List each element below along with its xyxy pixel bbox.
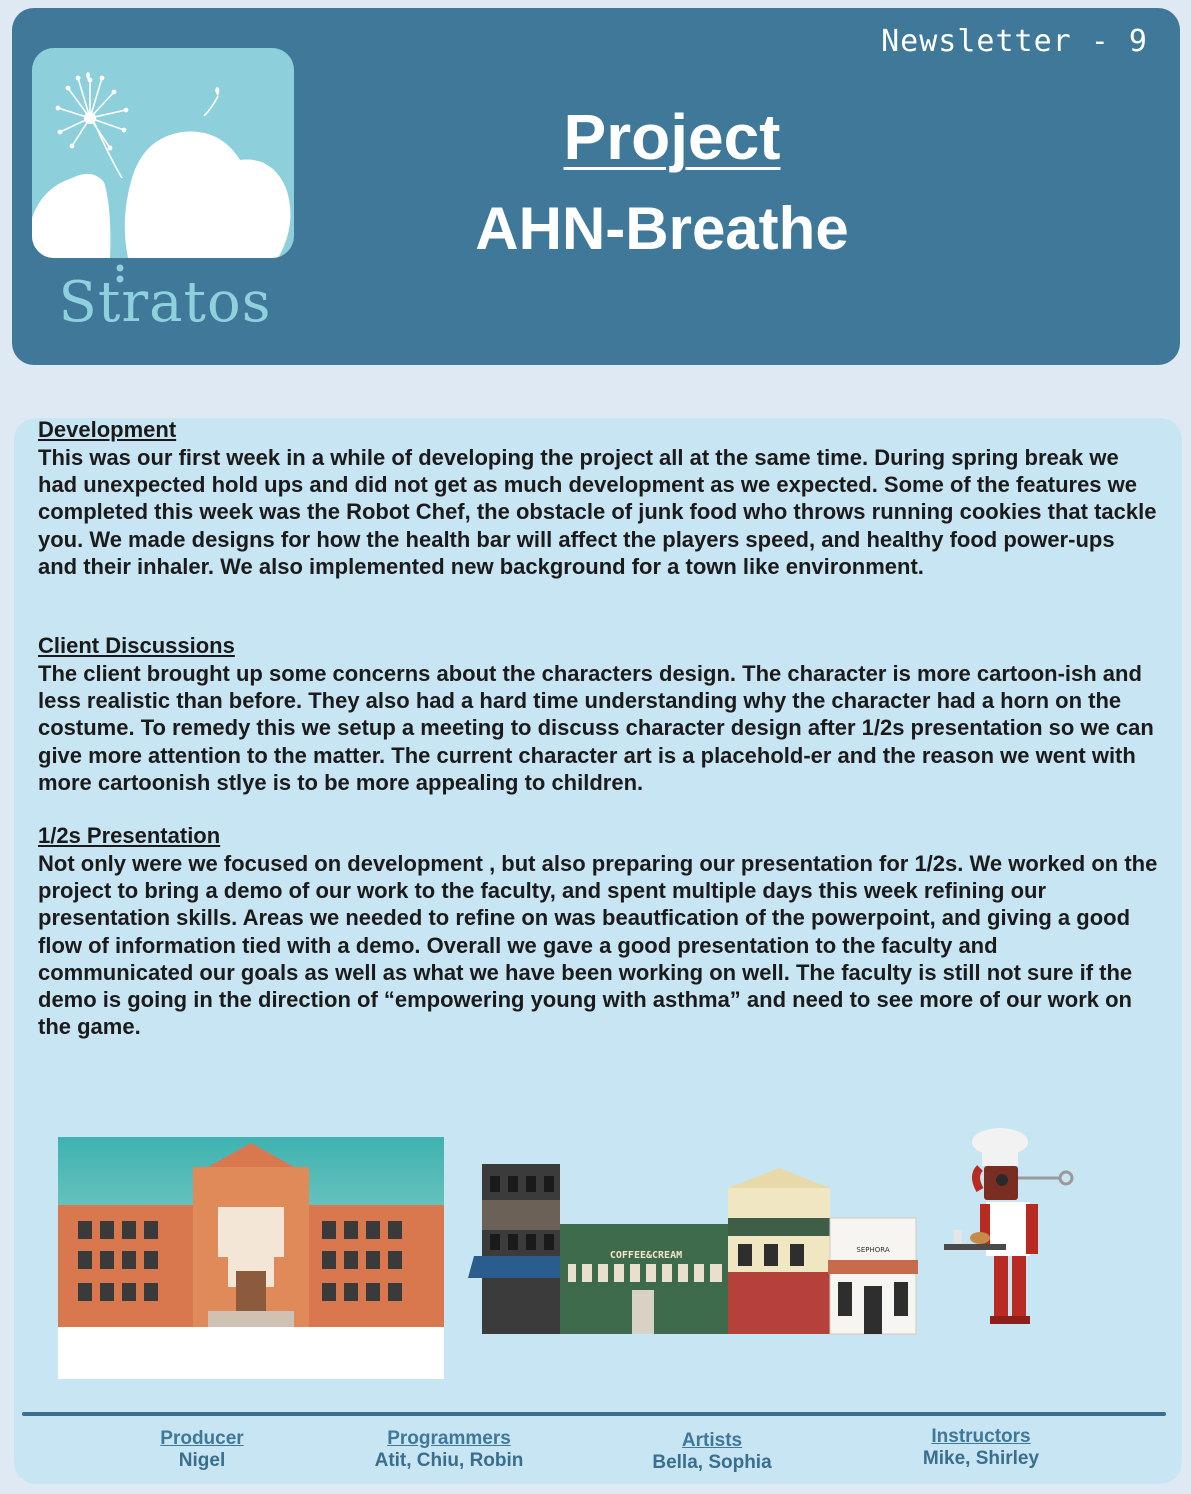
credit-names: Mike, Shirley <box>922 1448 1040 1469</box>
section-development <box>38 418 1158 580</box>
credit-role: Instructors <box>931 1426 1031 1447</box>
logo-text: Stratos <box>58 270 272 335</box>
credit-producer <box>72 1428 332 1472</box>
newsletter-label: Newsletter - 9 <box>881 24 1148 59</box>
section-presentation <box>38 824 1158 1040</box>
section-heading: Client Discussions <box>38 633 235 658</box>
credit-role: Producer <box>160 1428 244 1449</box>
section-body: Not only were we focused on development , but also preparing our presentation for 1/2s. We worked on the project to bring a demo of our work to the faculty, and spent multiple days this week refining our presentation skills. Areas we needed to refine on was beautfication of the powerpoint, and giving a good flow of information tied with a demo. Overall we gave a good presentation to the faculty and communicated our goals as well as what we have been working on well. The faculty is still not sure if the demo is going in the direction of “empowering young with asthma” and need to see more of our work on the game. <box>38 851 1158 1040</box>
credit-artists <box>582 1430 842 1474</box>
section-body: The client brought up some concerns about the characters design. The character is more cartoon-ish and less realistic than before. They also had a hard time understanding why the character had a horn on the costume. To remedy this we setup a meeting to discuss character design after 1/2s presentation so we can give more attention to the matter. The current character art is a placehold-er and the reason we went with more cartoonish stlye is to be more appealing to children. <box>38 661 1154 795</box>
page-title-line-2: AHN-Breathe <box>475 195 849 262</box>
footer-divider <box>22 1412 1166 1416</box>
section-body: This was our first week in a while of developing the project all at the same time. During spring break we had unexpected hold ups and did not get as much development as we expected. Some of the features we completed this week was the Robot Chef, the obstacle of junk food who throws running cookies that tackle you. We made designs for how the health bar will affect the players speed, and healthy food power-ups and their inhaler. We also implemented new background for a town like environment. <box>38 445 1157 579</box>
credit-names: Atit, Chiu, Robin <box>374 1450 524 1471</box>
robot-chef-illustration <box>940 1126 1080 1330</box>
credit-role: Programmers <box>387 1428 511 1449</box>
header-banner <box>12 8 1180 365</box>
section-heading: 1/2s Presentation <box>38 823 221 848</box>
storefronts-illustration <box>466 1160 918 1338</box>
credit-names: Nigel <box>178 1450 226 1471</box>
credit-role: Artists <box>681 1430 743 1451</box>
dandelion-cloud-logo-icon <box>32 48 294 258</box>
coffee-shop-sign: COFFEE&CREAM <box>609 1250 683 1261</box>
shop-sign: SEPHORA <box>856 1246 890 1254</box>
page-title-line-1: Project <box>563 101 781 173</box>
credit-instructors <box>851 1426 1111 1470</box>
section-client-discussions <box>38 634 1158 796</box>
credit-names: Bella, Sophia <box>652 1452 772 1473</box>
logo-graphic <box>32 48 294 258</box>
school-building-illustration <box>58 1137 444 1379</box>
credit-programmers <box>319 1428 579 1472</box>
section-heading: Development <box>38 417 177 442</box>
